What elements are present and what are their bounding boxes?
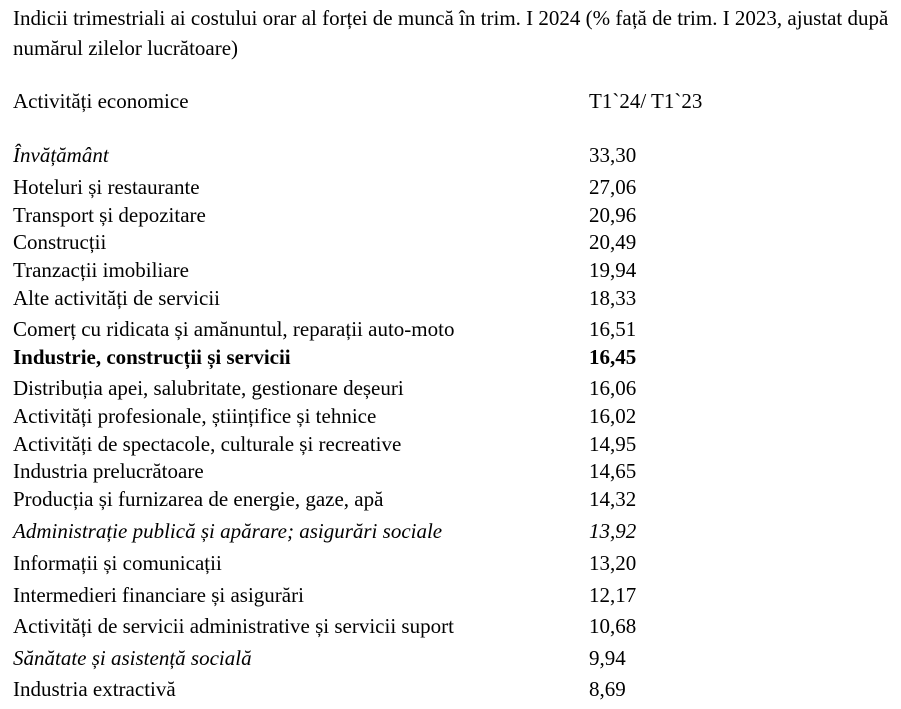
table-row xyxy=(0,201,901,229)
table-row xyxy=(0,228,901,256)
table-row xyxy=(0,256,901,284)
table-row xyxy=(0,374,901,402)
row-label: Construcții xyxy=(13,230,107,254)
activity-column-header: Activități economice xyxy=(13,89,189,113)
row-label: Industria extractivă xyxy=(13,677,176,701)
table-row xyxy=(0,457,901,485)
table-row xyxy=(0,581,901,609)
row-value: 9,94 xyxy=(589,646,626,670)
row-value: 13,92 xyxy=(589,519,637,543)
table-row xyxy=(0,402,901,430)
row-value: 8,69 xyxy=(589,677,626,701)
row-label: Sănătate și asistență socială xyxy=(13,646,252,670)
row-label: Industria prelucrătoare xyxy=(13,459,204,483)
row-value: 20,49 xyxy=(589,230,637,254)
row-value: 14,32 xyxy=(589,487,637,511)
row-label: Activități de servicii administrative și servicii suport xyxy=(13,614,454,638)
row-value: 10,68 xyxy=(589,614,637,638)
table-row xyxy=(0,549,901,577)
row-label: Activități profesionale, științifice și tehnice xyxy=(13,404,377,428)
row-value: 20,96 xyxy=(589,203,637,227)
row-value: 16,02 xyxy=(589,404,637,428)
table-row xyxy=(0,315,901,343)
row-label: Alte activități de servicii xyxy=(13,286,221,310)
table-row xyxy=(0,173,901,201)
row-label: Producția și furnizarea de energie, gaze, apă xyxy=(13,487,384,511)
row-label: Intermedieri financiare și asigurări xyxy=(13,583,304,607)
row-value: 14,65 xyxy=(589,459,637,483)
row-value: 14,95 xyxy=(589,432,637,456)
row-value: 16,06 xyxy=(589,376,637,400)
row-label: Industrie, construcții și servicii xyxy=(13,345,291,369)
value-column-header: T1`24/ T1`23 xyxy=(589,89,703,113)
row-label: Tranzacții imobiliare xyxy=(13,258,189,282)
table-row xyxy=(0,675,901,703)
row-value: 12,17 xyxy=(589,583,637,607)
row-value: 16,51 xyxy=(589,317,637,341)
table-row xyxy=(0,644,901,672)
row-label: Comerț cu ridicata și amănuntul, reparații auto-moto xyxy=(13,317,455,341)
row-value: 19,94 xyxy=(589,258,637,282)
table-row xyxy=(0,284,901,312)
row-label: Transport și depozitare xyxy=(13,203,206,227)
row-label: Distribuția apei, salubritate, gestionare deșeuri xyxy=(13,376,404,400)
table-row xyxy=(0,517,901,545)
table-row xyxy=(0,612,901,640)
table-row xyxy=(0,343,901,371)
row-value: 16,45 xyxy=(589,345,637,369)
row-label: Informații și comunicații xyxy=(13,551,222,575)
table-row xyxy=(0,141,901,169)
row-label: Învățământ xyxy=(13,143,109,167)
row-value: 18,33 xyxy=(589,286,637,310)
row-value: 33,30 xyxy=(589,143,637,167)
row-value: 27,06 xyxy=(589,175,637,199)
row-label: Hoteluri și restaurante xyxy=(13,175,200,199)
table-row xyxy=(0,430,901,458)
row-value: 13,20 xyxy=(589,551,637,575)
table-row xyxy=(0,485,901,513)
row-label: Administrație publică și apărare; asigurări sociale xyxy=(13,519,443,543)
row-label: Activități de spectacole, culturale și recreative xyxy=(13,432,402,456)
page-title: Indicii trimestriali ai costului orar al forței de muncă în trim. I 2024 (% față de trim. I 2023, ajustat după numărul zilelor lucrătoare) xyxy=(13,6,889,60)
